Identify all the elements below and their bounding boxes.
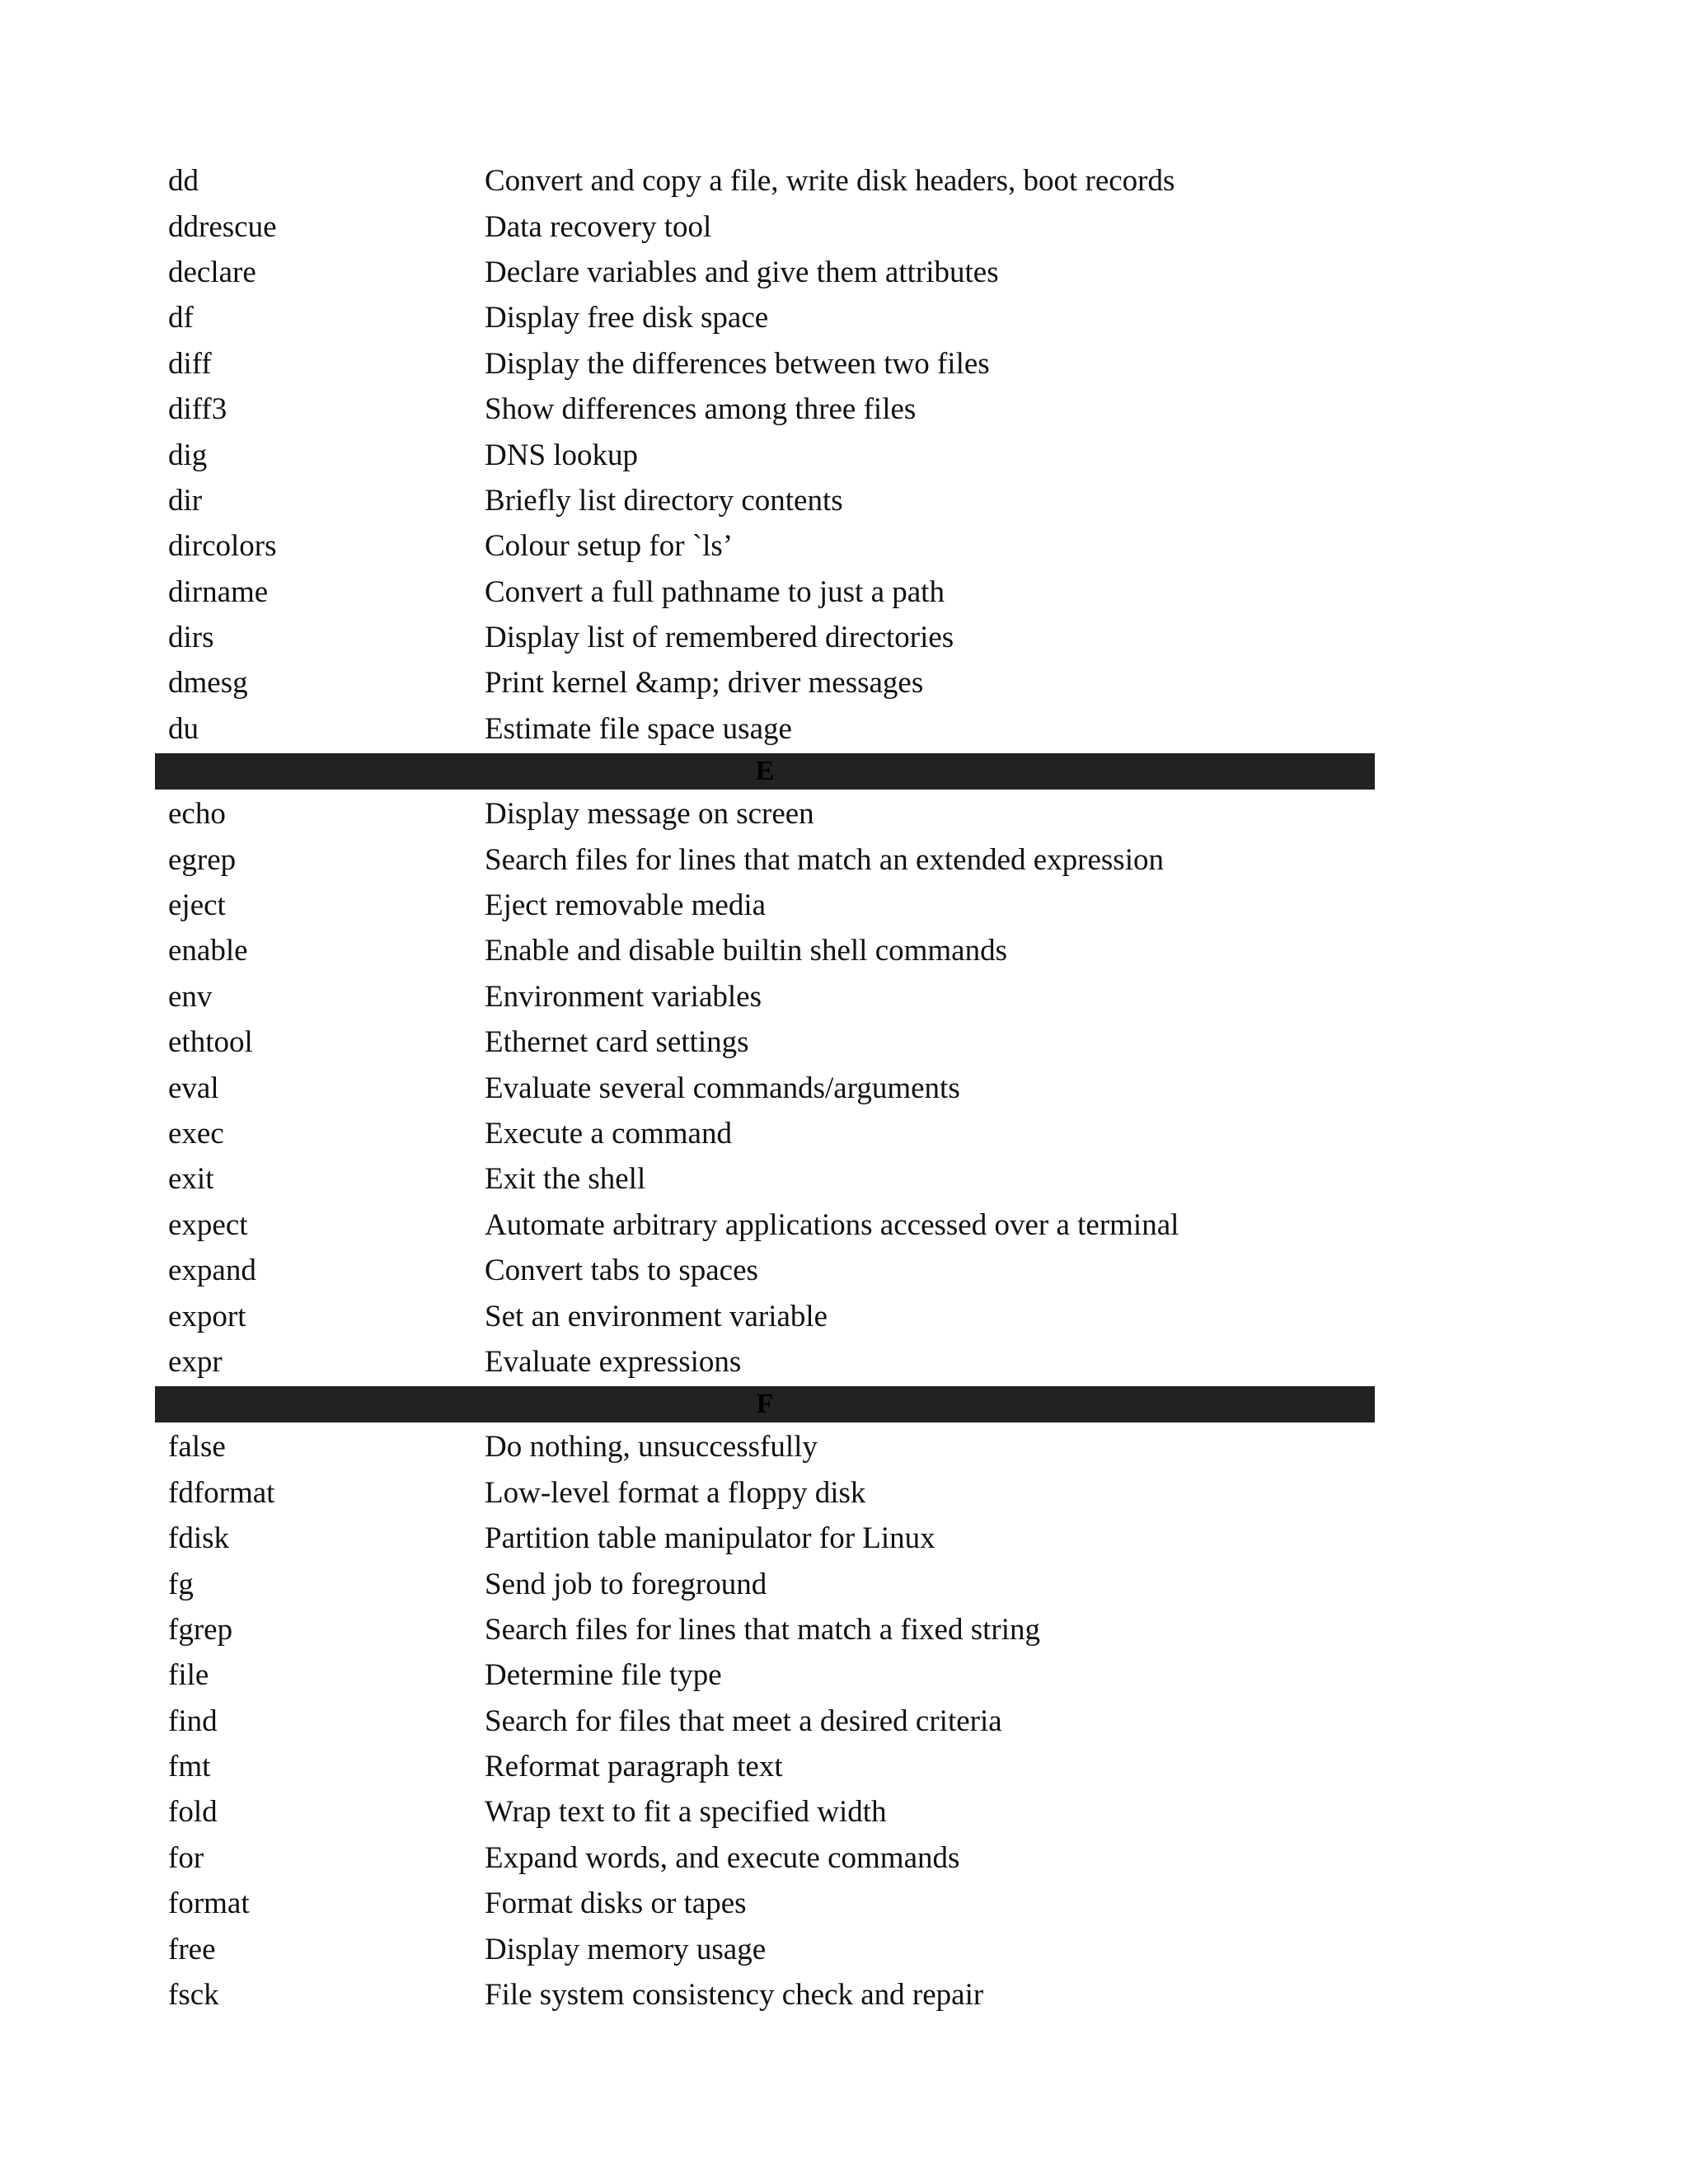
command-description: Reformat paragraph text bbox=[485, 1750, 783, 1784]
command-description: Convert a full pathname to just a path bbox=[485, 574, 945, 609]
command-description: Display memory usage bbox=[485, 1932, 767, 1966]
command-description: Ethernet card settings bbox=[485, 1025, 749, 1060]
command-description: Automate arbitrary applications accessed over a terminal bbox=[485, 1207, 1179, 1242]
command-row bbox=[155, 974, 1375, 1019]
command-description: Display message on screen bbox=[485, 797, 814, 832]
command-row bbox=[155, 250, 1375, 295]
command-name: fold bbox=[168, 1795, 218, 1830]
command-description: Search files for lines that match an extended expression bbox=[485, 842, 1164, 877]
command-row bbox=[155, 1470, 1375, 1516]
command-name: fmt bbox=[168, 1750, 211, 1784]
command-row bbox=[155, 1248, 1375, 1293]
command-description: Execute a command bbox=[485, 1117, 732, 1151]
command-name: export bbox=[168, 1299, 246, 1333]
command-name: for bbox=[168, 1840, 204, 1875]
command-row bbox=[155, 523, 1375, 569]
command-name: diff3 bbox=[168, 392, 227, 427]
command-row bbox=[155, 1065, 1375, 1110]
command-name: declare bbox=[168, 255, 256, 289]
command-name: ethtool bbox=[168, 1025, 253, 1060]
command-name: exit bbox=[168, 1162, 214, 1197]
command-row bbox=[155, 1156, 1375, 1202]
command-name: df bbox=[168, 301, 194, 335]
command-description: Show differences among three files bbox=[485, 392, 917, 427]
command-description: Low-level format a floppy disk bbox=[485, 1475, 866, 1510]
command-row bbox=[155, 928, 1375, 973]
command-row bbox=[155, 706, 1375, 752]
command-row bbox=[155, 837, 1375, 882]
command-name: false bbox=[168, 1430, 226, 1465]
command-description: Do nothing, unsuccessfully bbox=[485, 1430, 818, 1465]
command-row bbox=[155, 1699, 1375, 1744]
command-row bbox=[155, 1789, 1375, 1835]
command-name: dircolors bbox=[168, 529, 277, 564]
command-row bbox=[155, 1926, 1375, 1971]
command-name: expect bbox=[168, 1207, 248, 1242]
command-row bbox=[155, 1202, 1375, 1248]
command-name: format bbox=[168, 1886, 250, 1921]
command-name: free bbox=[168, 1932, 216, 1966]
command-name: fdisk bbox=[168, 1521, 229, 1556]
command-name: eject bbox=[168, 888, 226, 923]
command-name: du bbox=[168, 711, 199, 746]
command-name: dmesg bbox=[168, 666, 248, 701]
command-row bbox=[155, 1019, 1375, 1065]
command-name: dirname bbox=[168, 574, 269, 609]
command-row bbox=[155, 478, 1375, 523]
command-row bbox=[155, 791, 1375, 837]
command-description: Evaluate several commands/arguments bbox=[485, 1071, 960, 1105]
command-description: Convert and copy a file, write disk headers, boot records bbox=[485, 164, 1175, 199]
command-description: Exit the shell bbox=[485, 1162, 646, 1197]
command-row bbox=[155, 432, 1375, 477]
command-description: Search files for lines that match a fixed string bbox=[485, 1612, 1041, 1647]
command-name: eval bbox=[168, 1071, 219, 1105]
command-description: Search for files that meet a desired criteria bbox=[485, 1704, 1002, 1738]
command-description: Print kernel &amp; driver messages bbox=[485, 666, 924, 701]
command-name: expr bbox=[168, 1344, 223, 1379]
command-name: env bbox=[168, 979, 213, 1014]
command-row bbox=[155, 204, 1375, 249]
command-row bbox=[155, 660, 1375, 705]
command-name: find bbox=[168, 1704, 218, 1738]
command-description: Send job to foreground bbox=[485, 1567, 767, 1601]
command-name: echo bbox=[168, 797, 226, 832]
command-name: dirs bbox=[168, 621, 214, 655]
command-row bbox=[155, 615, 1375, 660]
command-row bbox=[155, 1744, 1375, 1789]
command-name: fg bbox=[168, 1567, 194, 1601]
command-description: Display free disk space bbox=[485, 301, 769, 335]
command-description: Colour setup for `ls’ bbox=[485, 529, 734, 564]
command-row bbox=[155, 1561, 1375, 1606]
command-row bbox=[155, 1339, 1375, 1385]
command-row bbox=[155, 1424, 1375, 1469]
command-row bbox=[155, 1607, 1375, 1652]
command-row bbox=[155, 1881, 1375, 1926]
command-description: File system consistency check and repair bbox=[485, 1978, 984, 2013]
command-reference-table bbox=[155, 158, 1375, 2018]
command-name: expand bbox=[168, 1254, 256, 1288]
command-description: Set an environment variable bbox=[485, 1299, 828, 1333]
command-description: Convert tabs to spaces bbox=[485, 1254, 758, 1288]
command-name: dd bbox=[168, 164, 199, 199]
command-row bbox=[155, 1835, 1375, 1881]
command-row bbox=[155, 1652, 1375, 1698]
command-row bbox=[155, 1293, 1375, 1338]
command-row bbox=[155, 569, 1375, 615]
command-name: dig bbox=[168, 438, 208, 472]
command-name: enable bbox=[168, 934, 248, 968]
command-name: diff bbox=[168, 346, 212, 381]
command-row bbox=[155, 387, 1375, 432]
command-name: exec bbox=[168, 1117, 224, 1151]
command-description: Display list of remembered directories bbox=[485, 621, 954, 655]
command-row bbox=[155, 295, 1375, 340]
command-description: Declare variables and give them attributes bbox=[485, 255, 999, 289]
command-description: Estimate file space usage bbox=[485, 711, 792, 746]
command-row bbox=[155, 883, 1375, 928]
command-description: DNS lookup bbox=[485, 438, 639, 472]
command-name: fgrep bbox=[168, 1612, 233, 1647]
command-name: ddrescue bbox=[168, 209, 277, 244]
command-name: dir bbox=[168, 483, 203, 518]
section-header-e: E bbox=[155, 753, 1375, 790]
command-description: Evaluate expressions bbox=[485, 1344, 742, 1379]
command-description: Display the differences between two files bbox=[485, 346, 990, 381]
command-row bbox=[155, 1972, 1375, 2018]
command-description: Partition table manipulator for Linux bbox=[485, 1521, 935, 1556]
command-name: fdformat bbox=[168, 1475, 275, 1510]
command-name: egrep bbox=[168, 842, 237, 877]
command-description: Briefly list directory contents bbox=[485, 483, 843, 518]
command-description: Enable and disable builtin shell commands bbox=[485, 934, 1008, 968]
command-description: Eject removable media bbox=[485, 888, 767, 923]
command-row bbox=[155, 1111, 1375, 1156]
command-row bbox=[155, 341, 1375, 387]
command-name: fsck bbox=[168, 1978, 219, 2013]
section-header-f: F bbox=[155, 1386, 1375, 1422]
command-description: Expand words, and execute commands bbox=[485, 1840, 960, 1875]
command-name: file bbox=[168, 1658, 209, 1693]
command-description: Format disks or tapes bbox=[485, 1886, 747, 1921]
command-description: Environment variables bbox=[485, 979, 762, 1014]
command-description: Wrap text to fit a specified width bbox=[485, 1795, 887, 1830]
command-description: Data recovery tool bbox=[485, 209, 712, 244]
command-description: Determine file type bbox=[485, 1658, 722, 1693]
command-row bbox=[155, 1516, 1375, 1561]
command-row bbox=[155, 158, 1375, 204]
